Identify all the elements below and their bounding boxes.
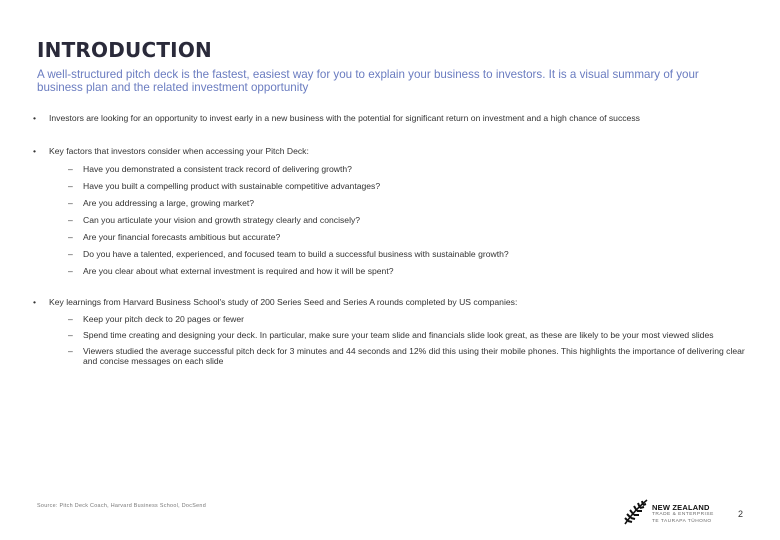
sub-item xyxy=(49,232,750,242)
sub-item xyxy=(49,330,750,340)
sub-item xyxy=(49,215,750,225)
sub-item xyxy=(49,346,750,366)
sub-item-text: Are your financial forecasts ambitious but accurate? xyxy=(83,232,281,242)
bullet-text: Key learnings from Harvard Business School's study of 200 Series Seed and Series A rounds completed by US companies: xyxy=(49,297,518,307)
source-note: Source: Pitch Deck Coach, Harvard Business School, DocSend xyxy=(37,503,207,509)
sub-item xyxy=(49,249,750,259)
sub-item xyxy=(49,266,750,276)
sub-item-text: Are you clear about what external investment is required and how it will be spent? xyxy=(83,266,394,276)
bullet-text: Key factors that investors consider when accessing your Pitch Deck: xyxy=(49,146,309,156)
dash-marker: – xyxy=(68,232,73,242)
silver-fern-icon xyxy=(622,497,650,527)
page-title: INTRODUCTION xyxy=(37,38,212,62)
bullet-text: Investors are looking for an opportunity to invest early in a new business with the potential for significant return on investment and a high chance of success xyxy=(49,113,640,123)
dash-marker: – xyxy=(68,249,73,259)
sub-item-text: Can you articulate your vision and growth strategy clearly and concisely? xyxy=(83,215,361,225)
logo-name: NEW ZEALAND xyxy=(652,503,710,512)
dash-marker: – xyxy=(68,330,73,340)
logo-subline-maori: TE TAURAPA TŪHONO xyxy=(652,519,712,524)
dash-marker: – xyxy=(68,164,73,174)
dash-marker: – xyxy=(68,314,73,324)
dash-marker: – xyxy=(68,215,73,225)
dash-marker: – xyxy=(68,181,73,191)
sub-item-text: Have you built a compelling product with sustainable competitive advantages? xyxy=(83,181,381,191)
sub-item-text: Keep your pitch deck to 20 pages or fewer xyxy=(83,314,244,324)
bullet-marker: • xyxy=(33,297,37,307)
bullet-investors xyxy=(30,112,750,124)
sub-item-text: Do you have a talented, experienced, and focused team to build a successful business with sustainable growth? xyxy=(83,249,509,259)
dash-marker: – xyxy=(68,266,73,276)
sub-list xyxy=(49,314,750,366)
sub-item-text: Viewers studied the average successful pitch deck for 3 minutes and 44 seconds and 12% did this using their mobile phones. This highlights the importance of delivering clear and concise messages on each slide xyxy=(83,346,745,366)
sub-list xyxy=(49,164,750,276)
logo-subline: TRADE & ENTERPRISE xyxy=(652,512,714,517)
bullet-marker: • xyxy=(33,113,37,123)
bullet-harvard-learnings xyxy=(30,296,750,366)
page-number: 2 xyxy=(738,509,744,519)
sub-item xyxy=(49,181,750,191)
nzte-logo xyxy=(622,493,732,533)
logo-text xyxy=(652,504,714,525)
sub-item-text: Have you demonstrated a consistent track record of delivering growth? xyxy=(83,164,352,174)
sub-item-text: Are you addressing a large, growing market? xyxy=(83,198,255,208)
sub-item xyxy=(49,198,750,208)
page-subtitle: A well-structured pitch deck is the fastest, easiest way for you to explain your business to investors. It is a visual summary of your business plan and the related investment opportunity xyxy=(37,68,699,94)
sub-item xyxy=(49,164,750,174)
content-list xyxy=(30,112,750,366)
dash-marker: – xyxy=(68,346,73,356)
bullet-key-factors xyxy=(30,145,750,276)
sub-item-text: Spend time creating and designing your deck. In particular, make sure your team slide and financials slide look great, as these are likely to be your most viewed slides xyxy=(83,330,714,340)
bullet-marker: • xyxy=(33,146,37,156)
sub-item xyxy=(49,314,750,324)
dash-marker: – xyxy=(68,198,73,208)
